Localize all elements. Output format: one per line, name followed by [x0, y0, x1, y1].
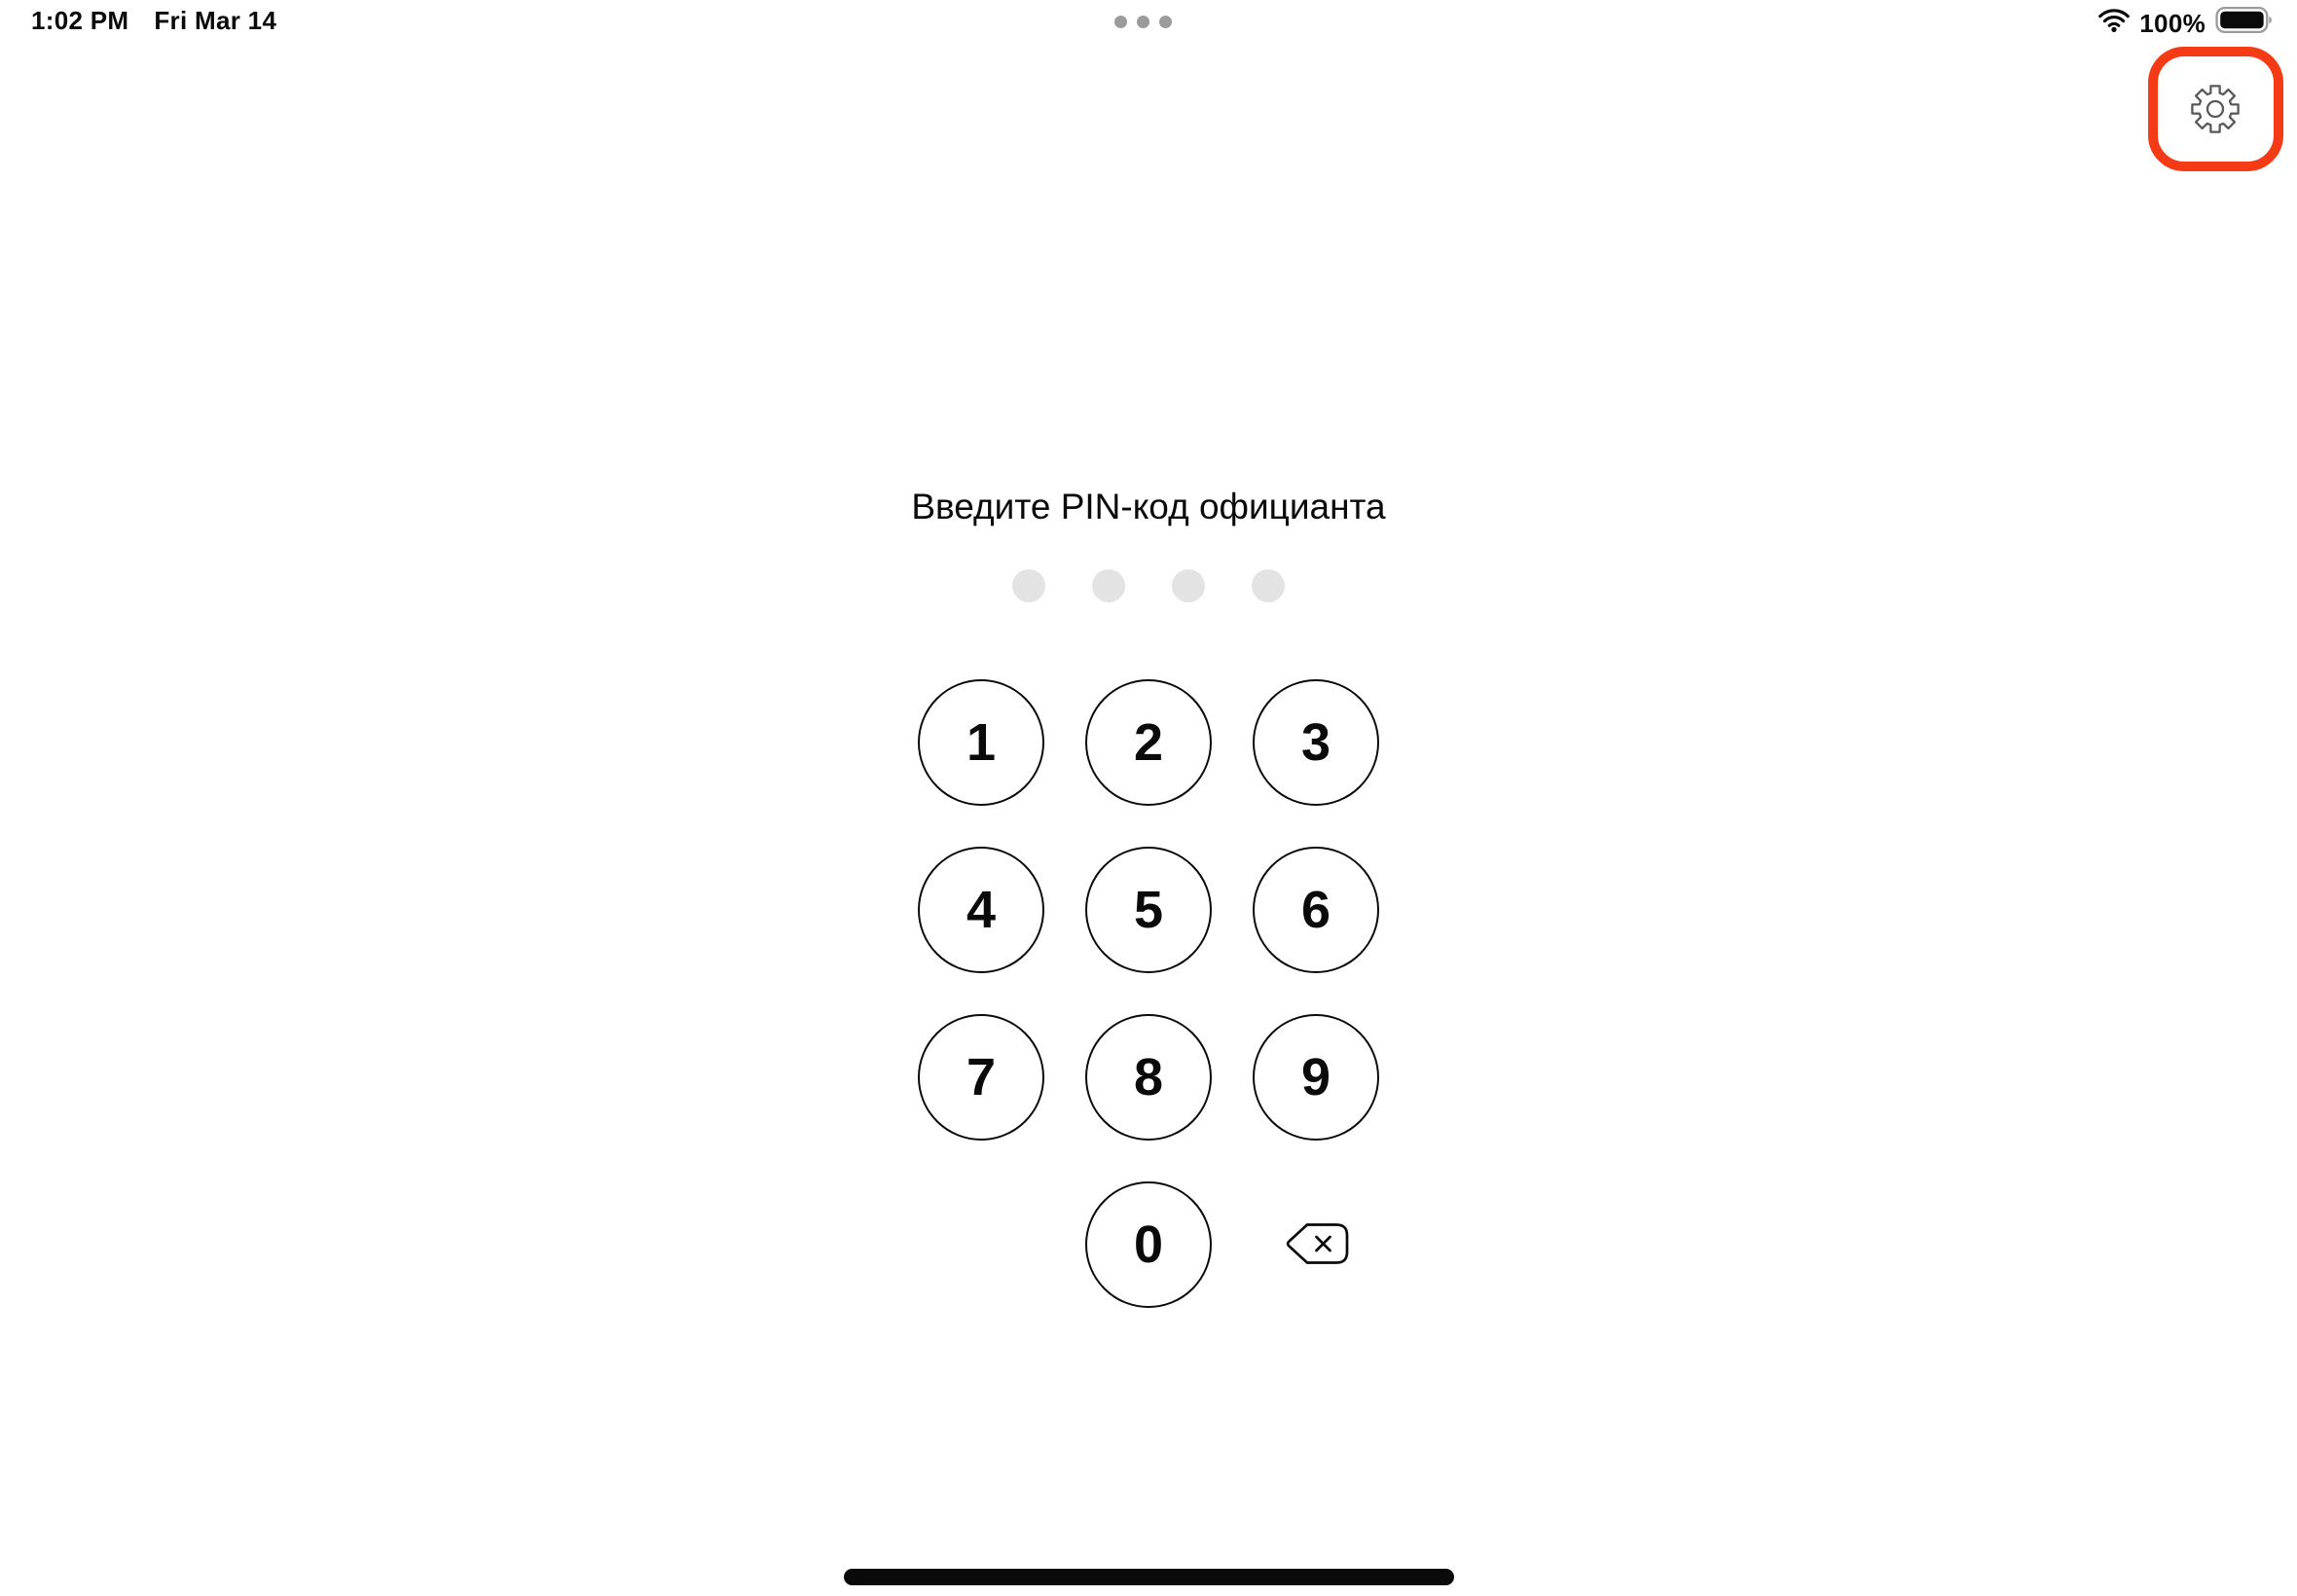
status-date: Fri Mar 14: [154, 6, 277, 35]
pin-dot-empty: [1252, 569, 1285, 602]
status-bar-right: [2098, 6, 2274, 41]
key-2[interactable]: 2: [1085, 679, 1212, 806]
backspace-icon: [1281, 1216, 1351, 1274]
pin-keypad: [918, 679, 1379, 1308]
ellipsis-icon[interactable]: [1114, 16, 1172, 28]
battery-icon: [2215, 6, 2274, 41]
pin-dots: [1012, 569, 1285, 602]
status-time: 1:02 PM: [31, 6, 129, 35]
pin-dot-empty: [1172, 569, 1205, 602]
key-4[interactable]: 4: [918, 847, 1044, 973]
settings-button[interactable]: [2189, 84, 2242, 136]
pin-dot-empty: [1012, 569, 1045, 602]
battery-percent: 100%: [2139, 8, 2206, 38]
key-8[interactable]: 8: [1085, 1014, 1212, 1141]
key-0[interactable]: 0: [1085, 1181, 1212, 1308]
key-3[interactable]: 3: [1253, 679, 1379, 806]
wifi-icon: [2098, 8, 2130, 40]
key-5[interactable]: 5: [1085, 847, 1212, 973]
key-9[interactable]: 9: [1253, 1014, 1379, 1141]
key-6[interactable]: 6: [1253, 847, 1379, 973]
gear-icon: [2189, 83, 2242, 138]
status-bar-left: [31, 6, 276, 36]
key-7[interactable]: 7: [918, 1014, 1044, 1141]
backspace-button[interactable]: [1253, 1181, 1379, 1308]
pin-dot-empty: [1092, 569, 1125, 602]
home-indicator[interactable]: [844, 1569, 1454, 1585]
page-title: Введите PIN-код официанта: [911, 487, 1386, 526]
key-1[interactable]: 1: [918, 679, 1044, 806]
